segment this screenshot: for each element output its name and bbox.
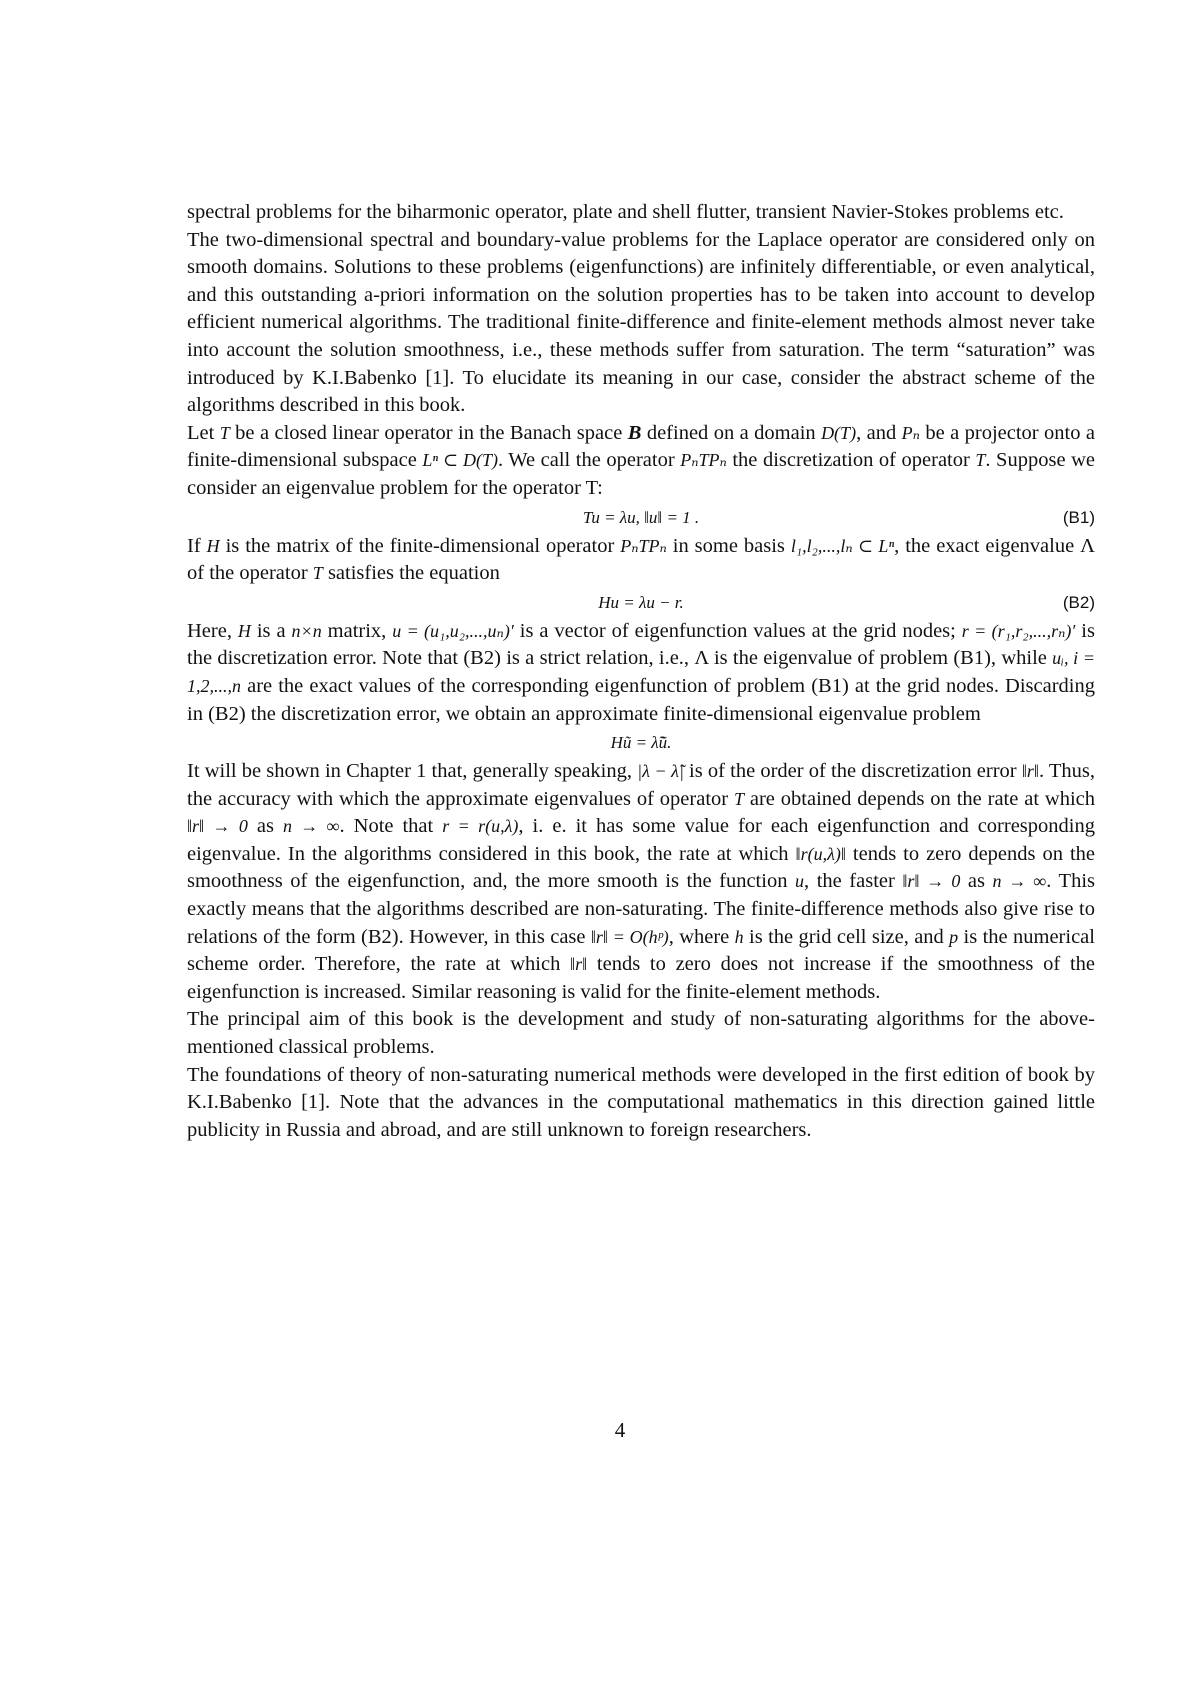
inline-math: ‖r‖ = O(hᵖ): [591, 927, 669, 947]
page-number: 4: [0, 1418, 1200, 1443]
text-run: , where: [669, 926, 735, 948]
text-run: in some basis: [667, 535, 791, 557]
inline-math: ‖r(u,λ)‖: [796, 844, 846, 864]
text-run: are obtained depends on the rate at which: [744, 788, 1095, 810]
paragraph: [187, 618, 1095, 728]
text-run: is the numerical scheme order. Therefore, the rate at which: [187, 926, 1095, 976]
text-run: is a vector of eigenfunction values at the grid nodes;: [514, 620, 962, 642]
equation-label: (B2): [1063, 588, 1095, 618]
text-run: is of the order of the discretization error: [684, 760, 1022, 782]
text-run: If: [187, 535, 207, 557]
inline-math: Lⁿ ⊂ D(T): [422, 450, 498, 470]
inline-math: h: [735, 927, 744, 947]
text-run: be a projector onto a finite-dimensional subspace: [187, 422, 1095, 472]
paragraph: [187, 533, 1095, 588]
inline-math: n×n: [292, 621, 322, 641]
inline-math: H: [207, 536, 220, 556]
inline-math: T: [313, 563, 323, 583]
equation-body: Hu = λu − r.: [187, 588, 1095, 618]
paragraph: [187, 1006, 1095, 1061]
inline-math: u = (u₁,u₂,...,uₙ)′: [392, 621, 514, 641]
paragraph: [187, 199, 1095, 227]
text-run: The foundations of theory of non-saturating numerical methods were developed in the first edition of book by K.I.Babenko [1]. Note that the advances in the computational mathematics in this direction gained little publicity in Russia and abroad, and are still unknown to foreign researchers.: [187, 1064, 1095, 1141]
inline-math: PₙTPₙ: [680, 450, 727, 470]
text-run: tends to zero does not increase if the smoothness of the eigenfunction is increased. Similar reasoning is valid for the finite-element methods.: [187, 953, 1095, 1003]
text-run: . We call the operator: [498, 449, 680, 471]
paragraph: [187, 420, 1095, 503]
equation: [187, 503, 1095, 533]
inline-math: H: [238, 621, 251, 641]
inline-math: Pₙ: [902, 423, 920, 443]
equation: [187, 728, 1095, 758]
text-run: Here,: [187, 620, 238, 642]
text-run: , and: [856, 422, 902, 444]
inline-math: l₁,l₂,...,lₙ ⊂ Lⁿ: [791, 536, 894, 556]
inline-math: r = r(u,λ): [442, 816, 518, 836]
text-run: The two-dimensional spectral and boundary-value problems for the Laplace operator are considered only on smooth domains. Solutions to these problems (eigenfunctions) are infinitely differentiable, or even analytical, and this outstanding a-priori information on the solution properties has to be taken into account to develop efficient numerical algorithms. The traditional finite-difference and finite-element methods almost never take into account the solution smoothness, i.e., these methods suffer from saturation. The term “saturation” was introduced by K.I.Babenko [1]. To elucidate its meaning in our case, consider the abstract scheme of the algorithms described in this book.: [187, 229, 1095, 417]
text-run: is the matrix of the finite-dimensional operator: [220, 535, 621, 557]
text-run: matrix,: [322, 620, 393, 642]
text-run: . This exactly means that the algorithms described are non-saturating. The finite-difference methods also give rise to relations of the form (B2). However, in this case: [187, 870, 1095, 947]
text-run: as: [960, 870, 992, 892]
inline-math: T: [734, 789, 744, 809]
text-run: Let: [187, 422, 220, 444]
inline-math: n → ∞: [283, 816, 340, 836]
text-run: is a: [251, 620, 292, 642]
page-body: [187, 199, 1095, 1144]
text-run: is the discretization error. Note that (B2) is a strict relation, i.e., Λ is the eigenvalue of problem (B1), while: [187, 620, 1095, 670]
inline-math: u: [795, 871, 804, 891]
text-run: are the exact values of the corresponding eigenfunction of problem (B1) at the grid nodes. Discarding in (B2) the discretization error, we obtain an approximate finite-dimensional eigenvalue problem: [187, 675, 1095, 725]
inline-math: n → ∞: [993, 871, 1047, 891]
inline-math: T: [975, 450, 985, 470]
text-run: the discretization of operator: [727, 449, 976, 471]
inline-math: ‖r‖ → 0: [902, 871, 960, 891]
text-run: , the faster: [804, 870, 902, 892]
inline-math: r = (r₁,r₂,...,rₙ)′: [962, 621, 1076, 641]
text-run: defined on a domain: [641, 422, 821, 444]
text-run: as: [248, 815, 283, 837]
text-run: , the exact eigenvalue Λ of the operator: [187, 535, 1095, 585]
inline-math: p: [949, 927, 958, 947]
bold-symbol: B: [628, 422, 642, 444]
inline-math: ‖r‖ → 0: [187, 816, 248, 836]
inline-math: uᵢ, i = 1,2,...,n: [187, 648, 1095, 696]
text-run: , i. e. it has some value for each eigenfunction and corresponding eigenvalue. In the algorithms considered in this book, the rate at which: [187, 815, 1095, 865]
paragraph: [187, 1062, 1095, 1145]
inline-math: D(T): [821, 423, 856, 443]
equation-body: Tu = λu, ‖u‖ = 1 .: [187, 503, 1095, 533]
text-run: The principal aim of this book is the development and study of non-saturating algorithms for the above-mentioned classical problems.: [187, 1008, 1095, 1058]
inline-math: |λ − λ̃|: [637, 761, 684, 781]
text-run: . Suppose we consider an eigenvalue problem for the operator T:: [187, 449, 1095, 499]
equation: [187, 588, 1095, 618]
inline-math: PₙTPₙ: [620, 536, 667, 556]
paragraph: [187, 758, 1095, 1006]
inline-math: ‖r‖: [570, 954, 587, 974]
text-run: satisfies the equation: [323, 562, 500, 584]
text-run: . Thus, the accuracy with which the approximate eigenvalues of operator: [187, 760, 1095, 810]
equation-body: Hũ = λ̃ũ.: [187, 728, 1095, 758]
inline-math: T: [220, 423, 230, 443]
paragraph: [187, 227, 1095, 420]
text-run: It will be shown in Chapter 1 that, generally speaking,: [187, 760, 637, 782]
inline-math: ‖r‖: [1022, 761, 1039, 781]
text-run: be a closed linear operator in the Banach space: [230, 422, 628, 444]
text-run: is the grid cell size, and: [744, 926, 950, 948]
text-run: spectral problems for the biharmonic operator, plate and shell flutter, transient Navier-Stokes problems etc.: [187, 201, 1064, 223]
text-run: . Note that: [340, 815, 443, 837]
text-run: tends to zero depends on the smoothness of the eigenfunction, and, the more smooth is the function: [187, 843, 1095, 893]
equation-label: (B1): [1063, 503, 1095, 533]
